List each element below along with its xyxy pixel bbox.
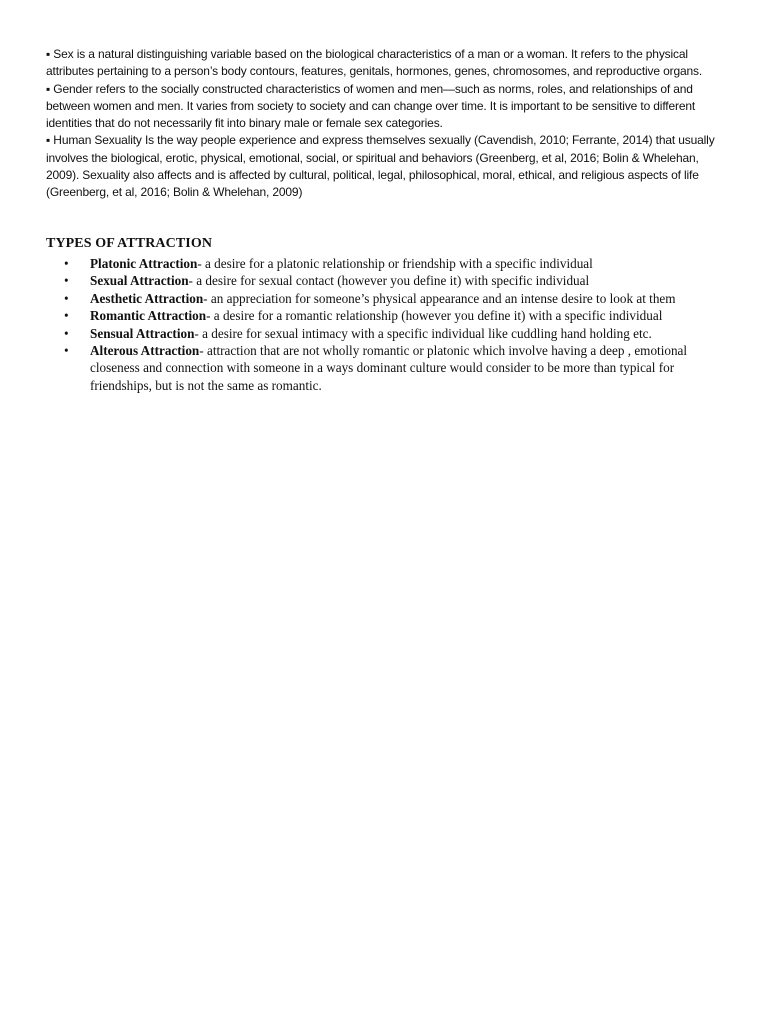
attraction-term: Sensual Attraction (90, 325, 195, 341)
definition-text: Gender refers to the socially constructed characteristics of women and men—such as norms, roles, and relationships of and between women and men. It varies from society to society and can change over time. It is important to be sensitive to different identities that do not necessarily fit into binary male or female sex categories. (46, 81, 696, 131)
attraction-term: Romantic Attraction (90, 308, 207, 324)
attraction-term: Sexual Attraction (90, 273, 189, 289)
document-page (46, 46, 726, 393)
types-of-attraction-heading: TYPES OF ATTRACTION (46, 236, 213, 251)
attraction-description: - an appreciation for someone’s physical appearance and an intense desire to look at them (203, 290, 676, 306)
definition-marker: ▪ (46, 81, 51, 96)
definition-marker: ▪ (46, 47, 51, 61)
definition-marker: ▪ (46, 133, 51, 148)
definition-sex (46, 46, 726, 81)
attraction-term: Platonic Attraction (90, 256, 198, 271)
bullet-icon: • (64, 256, 69, 271)
list-item-sexual (46, 272, 726, 289)
definition-text: Sex is a natural distinguishing variable based on the biological characteristics of a man or a woman. It refers to the physical attributes pertaining to a person’s body contours, features, genitals, hormones, genes, chromosomes, and reproductive organs. (46, 47, 703, 79)
list-item-sensual (46, 325, 726, 342)
list-item-alterous (46, 342, 726, 394)
attraction-term: Aesthetic Attraction (90, 290, 204, 306)
attraction-term: Alterous Attraction (90, 343, 200, 359)
definition-gender (46, 81, 726, 133)
bullet-icon: • (64, 343, 69, 359)
bullet-icon: • (64, 325, 69, 341)
definition-text: Human Sexuality Is the way people experience and express themselves sexually (Cavendish, 2010; Ferrante, 2014) that usually involves the biological, erotic, physical, emotional, social, or spiritual and behaviors (Greenberg, et al, 2016; Bolin & Whelehan, 2009). Sexuality also affects and is affected by cultural, political, legal, philosophical, moral, ethical, and religious aspects of life (Greenberg, et al, 2016; Bolin & Whelehan, 2009) (46, 133, 715, 200)
attraction-list (46, 255, 726, 394)
list-item-platonic (46, 255, 726, 272)
attraction-description: - a desire for sexual contact (however you define it) with specific individual (188, 273, 590, 289)
bullet-icon: • (64, 308, 69, 324)
bullet-icon: • (64, 273, 69, 289)
bullet-icon: • (64, 290, 69, 306)
definition-human-sexuality (46, 132, 726, 201)
attraction-description: - a desire for a romantic relationship (however you define it) with a specific individual (206, 308, 663, 324)
attraction-description: - attraction that are not wholly romantic or platonic which involve having a deep , emotional closeness and connection with someone in a ways dominant culture would consider to be more than typical for friendships, but is not the same as romantic. (90, 343, 688, 393)
attraction-description: - a desire for a platonic relationship or friendship with a specific individual (197, 256, 593, 271)
list-item-romantic (46, 307, 726, 324)
attraction-description: - a desire for sexual intimacy with a specific individual like cuddling hand holding etc. (194, 325, 652, 341)
list-item-aesthetic (46, 290, 726, 307)
